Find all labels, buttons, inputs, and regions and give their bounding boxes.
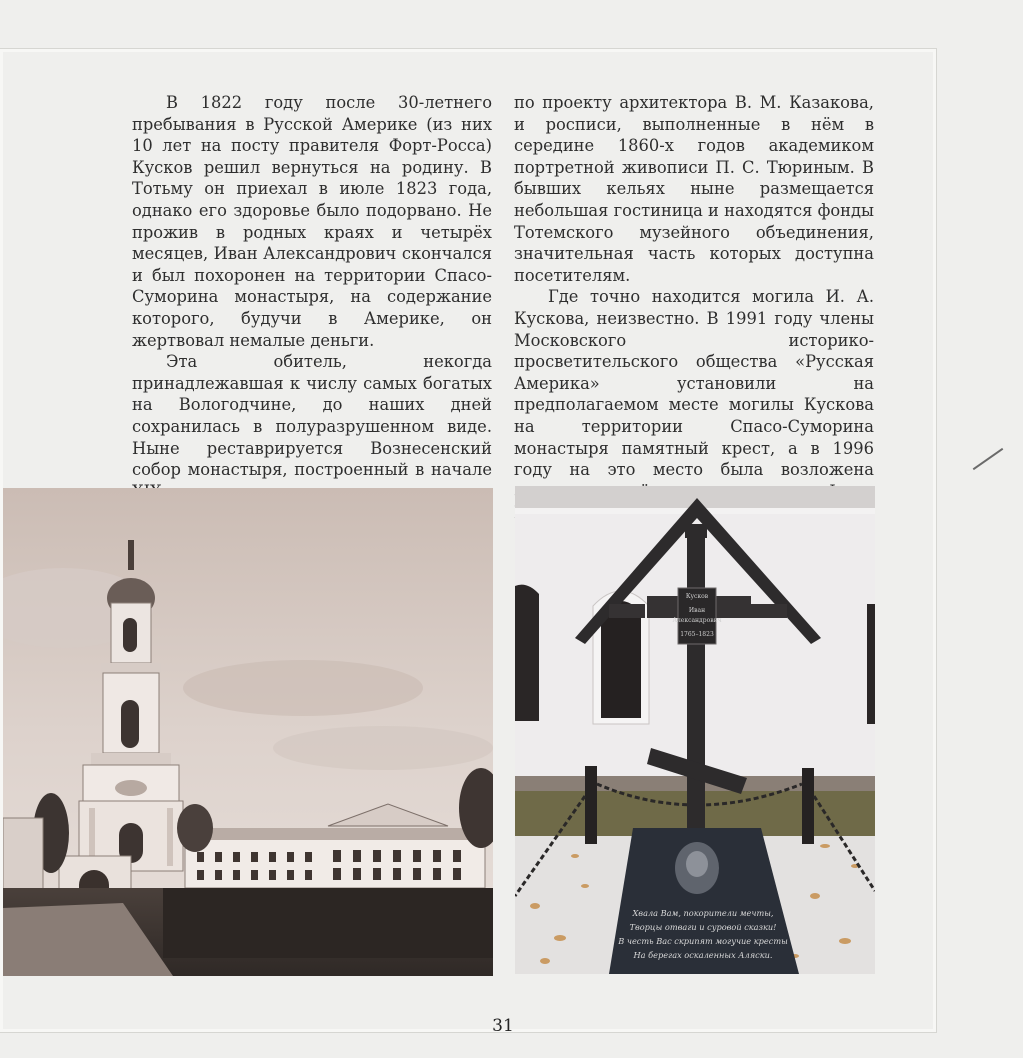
monastery-illustration bbox=[3, 488, 493, 976]
cross-plate-dates: 1765–1823 bbox=[680, 631, 714, 638]
page-number: 31 bbox=[492, 1016, 514, 1036]
paragraph: Эта обитель, некогда принадлежавшая к числу самых богатых на Вологодчине, до наших дней сохранилась в полуразрушенном виде. Ныне реставрируется Вознесенский собор монастыря, построенный в начале bbox=[132, 352, 492, 480]
pencil-mark bbox=[973, 448, 1004, 470]
plaque-line: Творцы отваги и суровой сказки! bbox=[629, 922, 777, 932]
cross-plate-line: Иван bbox=[688, 607, 706, 614]
monastery-photo bbox=[3, 488, 493, 976]
paragraph: В 1822 году после 30-летнего пребывания в Русской Америке (из них 10 лет на посту правителя Форт-Росса) Кусков решил вернуться на родину. В Тотьму он приехал в июле 1823 года, однако его здоровье было подорвано. Не прожив в родных краях и четырёх месяцев, Иван Александрович скончался и был похоронен на территории Спасо-Суморина монастыря, на содержание которого, будучи в Америке, он жертвовал немалые деньги. bbox=[132, 93, 492, 350]
memorial-cross-photo bbox=[515, 486, 875, 974]
cross-plate-line: Александрович bbox=[672, 617, 722, 624]
memorial-cross-illustration bbox=[515, 486, 875, 974]
cross-plate-name: Кусков bbox=[685, 593, 709, 600]
plaque-line: В честь Вас скрипят могучие кресты bbox=[618, 936, 788, 946]
paragraph: Где точно находится могила И. А. Кускова, неизвестно. В 1991 году члены Московского историко-просветительского общества «Русская Америка» установили на предполагаемом месте могилы Кускова на территории Спасо-Суморина монастыря памятный крест, а в 1996 году на это место была возложена bbox=[514, 287, 874, 480]
text-column-right bbox=[514, 92, 874, 524]
paragraph: по проекту архитектора В. М. Казакова, и росписи, выполненные в нём в середине 1860-х годов академиком портретной живописи П. С. Тюриным. В бывших кельях ныне размещается небольшая гостиница и находятся фонды Тотемского музейного объединения, значительная часть которых доступна посетителям. bbox=[514, 93, 874, 285]
plaque-line: Хвала Вам, покорители мечты, bbox=[632, 908, 774, 918]
plaque-line: На берегах оскаленных Аляски. bbox=[633, 950, 773, 960]
text-column-left bbox=[132, 92, 492, 502]
